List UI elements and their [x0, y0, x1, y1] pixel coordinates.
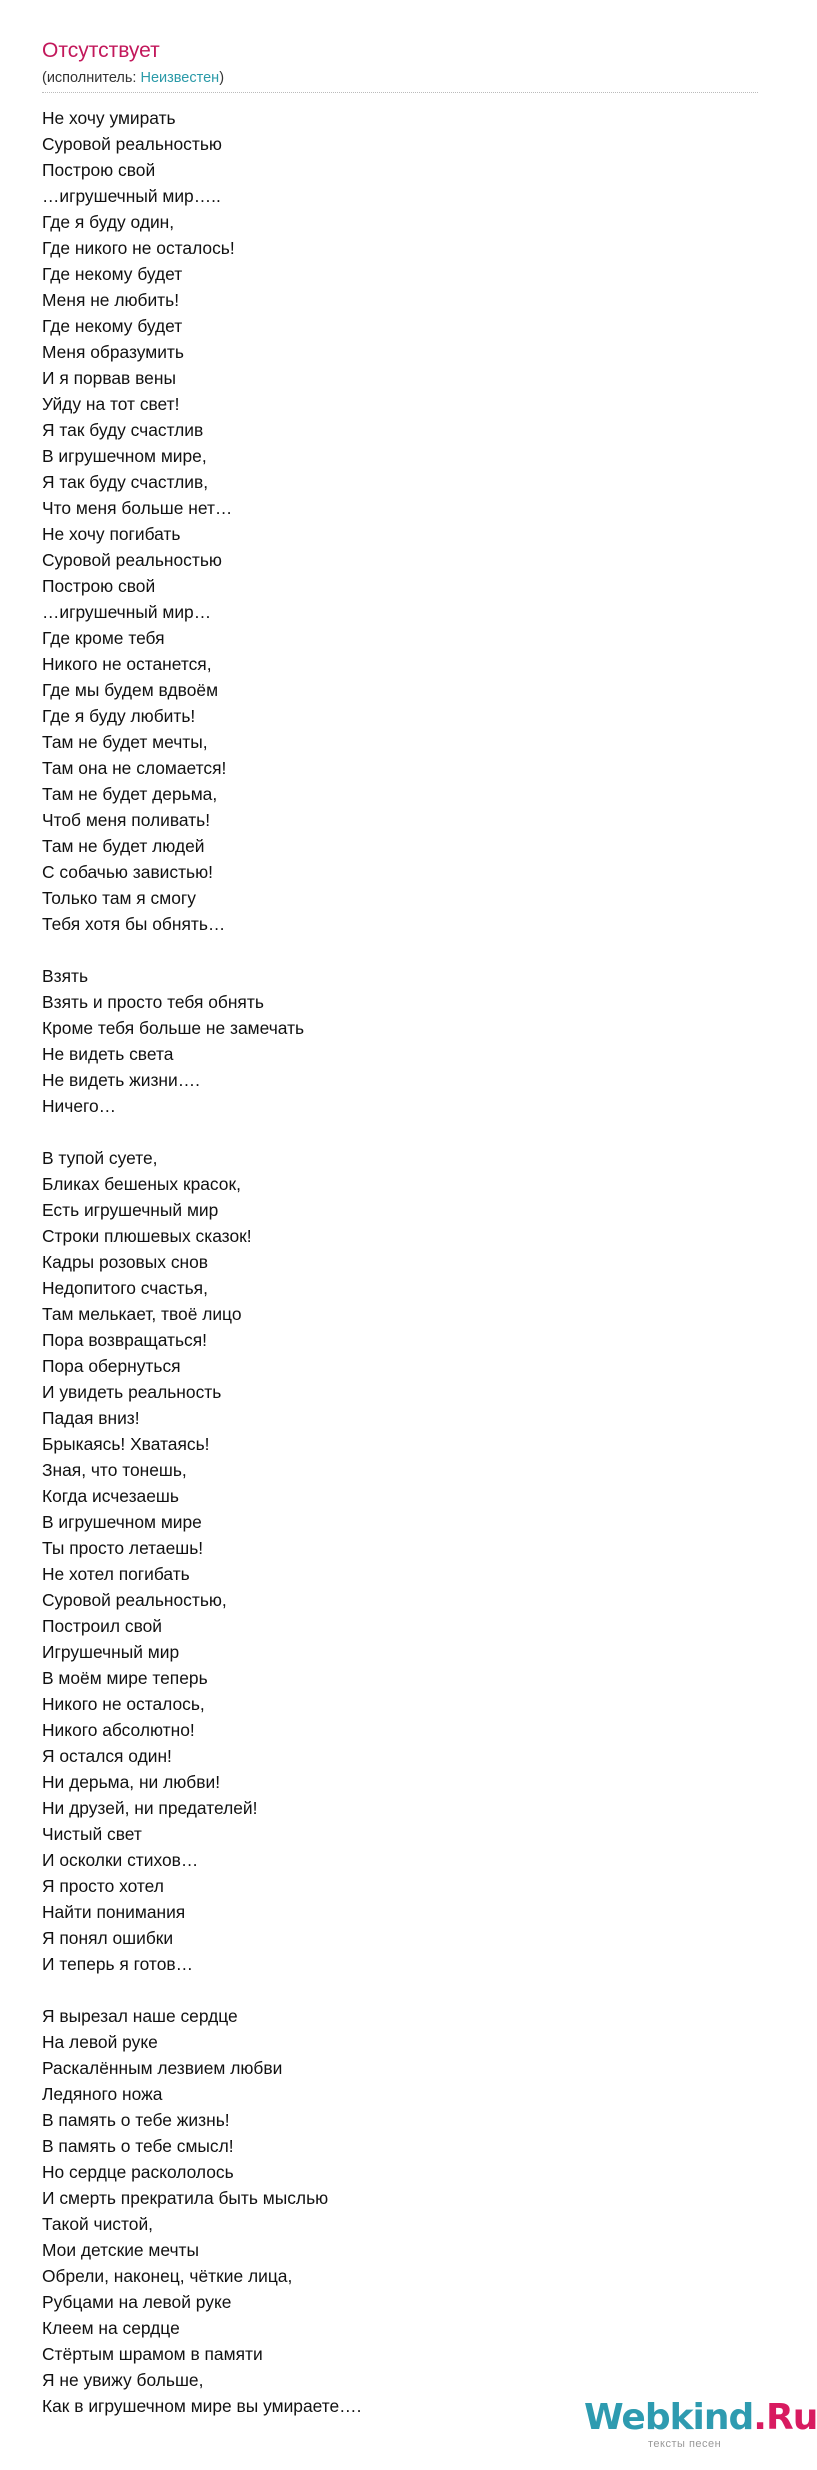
lyric-line: Не хочу погибать: [42, 524, 181, 544]
lyric-line: Где никого не осталось!: [42, 238, 235, 258]
artist-prefix: (исполнитель:: [42, 70, 141, 86]
stanza-gap: [42, 1977, 758, 2003]
lyric-line: Чистый свет: [42, 1824, 142, 1844]
lyric-line: Клеем на сердце: [42, 2318, 180, 2338]
lyric-line: …игрушечный мир…: [42, 602, 212, 622]
lyric-line: Падая вниз!: [42, 1408, 140, 1428]
song-header: [42, 38, 760, 87]
lyric-line: Взять и просто тебя обнять: [42, 992, 264, 1012]
lyric-line: В память о тебе жизнь!: [42, 2110, 230, 2130]
lyric-line: Ничего…: [42, 1096, 117, 1116]
lyric-line: Уйду на тот свет!: [42, 394, 180, 414]
lyric-line: Где некому будет: [42, 264, 183, 284]
lyric-line: Тебя хотя бы обнять…: [42, 914, 226, 934]
lyric-line: Найти понимания: [42, 1902, 186, 1922]
lyric-line: Где я буду один,: [42, 212, 175, 232]
lyric-line: Ни друзей, ни предателей!: [42, 1798, 258, 1818]
lyric-line: Не хочу умирать: [42, 108, 176, 128]
lyric-line: И увидеть реальность: [42, 1382, 222, 1402]
lyric-line: Там мелькает, твоё лицо: [42, 1304, 242, 1324]
lyric-line: В память о тебе смысл!: [42, 2136, 234, 2156]
lyrics-stanza: [42, 2003, 758, 2419]
logo-tagline: тексты песен: [648, 2438, 722, 2450]
lyric-line: Не хотел погибать: [42, 1564, 190, 1584]
lyric-line: Там она не сломается!: [42, 758, 227, 778]
lyric-line: Где мы будем вдвоём: [42, 680, 219, 700]
lyric-line: И смерть прекратила быть мыслью: [42, 2188, 329, 2208]
lyric-line: Недопитого счастья,: [42, 1278, 208, 1298]
lyric-line: Когда исчезаешь: [42, 1486, 179, 1506]
lyric-line: Обрели, наконец, чёткие лица,: [42, 2266, 293, 2286]
lyric-line: Ледяного ножа: [42, 2084, 163, 2104]
lyric-line: Только там я смогу: [42, 888, 196, 908]
lyric-line: Где некому будет: [42, 316, 183, 336]
lyric-line: Там не будет мечты,: [42, 732, 208, 752]
lyric-line: Суровой реальностью,: [42, 1590, 227, 1610]
lyrics-stanza: [42, 963, 758, 1119]
logo-dot-text: .: [753, 2397, 766, 2438]
lyric-line: Суровой реальностью: [42, 134, 222, 154]
lyric-line: Строки плюшевых сказок!: [42, 1226, 252, 1246]
lyric-line: Пора возвращаться!: [42, 1330, 207, 1350]
lyric-line: Там не будет людей: [42, 836, 205, 856]
lyric-line: И я порвав вены: [42, 368, 176, 388]
lyric-line: Не видеть жизни….: [42, 1070, 200, 1090]
lyric-line: Раскалённым лезвием любви: [42, 2058, 283, 2078]
artist-line: [42, 69, 760, 87]
lyric-line: Построил свой: [42, 1616, 162, 1636]
logo-ru-text: Ru: [765, 2397, 817, 2438]
lyric-line: И осколки стихов…: [42, 1850, 199, 1870]
lyric-line: Меня не любить!: [42, 290, 180, 310]
lyric-line: В моём мире теперь: [42, 1668, 208, 1688]
lyric-line: Кроме тебя больше не замечать: [42, 1018, 305, 1038]
lyric-line: Я вырезал наше сердце: [42, 2006, 238, 2026]
lyric-line: Взять: [42, 966, 89, 986]
lyric-line: Там не будет дерьма,: [42, 784, 218, 804]
lyric-line: В игрушечном мире: [42, 1512, 202, 1532]
lyric-line: Чтоб меня поливать!: [42, 810, 211, 830]
header-divider: [42, 92, 758, 93]
lyric-line: Я так буду счастлив,: [42, 472, 209, 492]
lyric-line: Пора обернуться: [42, 1356, 181, 1376]
lyric-line: Никого не останется,: [42, 654, 212, 674]
lyric-line: Построю свой: [42, 576, 156, 596]
lyric-line: Я понял ошибки: [42, 1928, 174, 1948]
logo-web-text: Webkind: [584, 2397, 754, 2438]
lyric-line: Но сердце раскололось: [42, 2162, 234, 2182]
lyric-line: Я не увижу больше,: [42, 2370, 204, 2390]
lyrics-stanza: [42, 105, 758, 937]
lyric-line: Рубцами на левой руке: [42, 2292, 232, 2312]
stanza-gap: [42, 1119, 758, 1145]
lyric-line: Есть игрушечный мир: [42, 1200, 219, 1220]
lyric-line: Построю свой: [42, 160, 156, 180]
lyric-line: Суровой реальностью: [42, 550, 222, 570]
lyric-line: И теперь я готов…: [42, 1954, 193, 1974]
lyric-line: Не видеть света: [42, 1044, 174, 1064]
lyric-line: В игрушечном мире,: [42, 446, 207, 466]
lyric-line: На левой руке: [42, 2032, 158, 2052]
lyric-line: Ты просто летаешь!: [42, 1538, 204, 1558]
lyric-line: Стёртым шрамом в памяти: [42, 2344, 263, 2364]
lyric-line: Ни дерьма, ни любви!: [42, 1772, 221, 1792]
artist-suffix: ): [219, 70, 225, 86]
lyric-line: Никого не осталось,: [42, 1694, 205, 1714]
lyric-line: Игрушечный мир: [42, 1642, 180, 1662]
site-logo[interactable]: [584, 2397, 817, 2454]
song-title: Отсутствует: [42, 39, 160, 62]
lyrics-stanza: [42, 1145, 758, 1977]
logo-wordmark: [584, 2398, 817, 2438]
lyric-line: Такой чистой,: [42, 2214, 153, 2234]
lyric-line: Кадры розовых снов: [42, 1252, 209, 1272]
lyric-line: …игрушечный мир…..: [42, 186, 221, 206]
lyric-line: Брыкаясь! Хватаясь!: [42, 1434, 210, 1454]
lyric-line: Я остался один!: [42, 1746, 172, 1766]
stanza-gap: [42, 937, 758, 963]
lyric-line: Я так буду счастлив: [42, 420, 204, 440]
lyric-line: Как в игрушечном мире вы умираете….: [42, 2396, 362, 2416]
lyric-line: Где кроме тебя: [42, 628, 165, 648]
artist-link[interactable]: Неизвестен: [140, 70, 220, 86]
lyric-line: Бликах бешеных красок,: [42, 1174, 241, 1194]
lyric-line: Зная, что тонешь,: [42, 1460, 187, 1480]
lyric-line: С собачью завистью!: [42, 862, 213, 882]
lyric-line: Меня образумить: [42, 342, 184, 362]
lyric-line: В тупой суете,: [42, 1148, 158, 1168]
lyric-line: Где я буду любить!: [42, 706, 196, 726]
lyric-line: Я просто хотел: [42, 1876, 164, 1896]
lyric-line: Никого абсолютно!: [42, 1720, 195, 1740]
lyrics-body: [42, 105, 758, 2419]
lyric-line: Мои детские мечты: [42, 2240, 200, 2260]
lyric-line: Что меня больше нет…: [42, 498, 233, 518]
